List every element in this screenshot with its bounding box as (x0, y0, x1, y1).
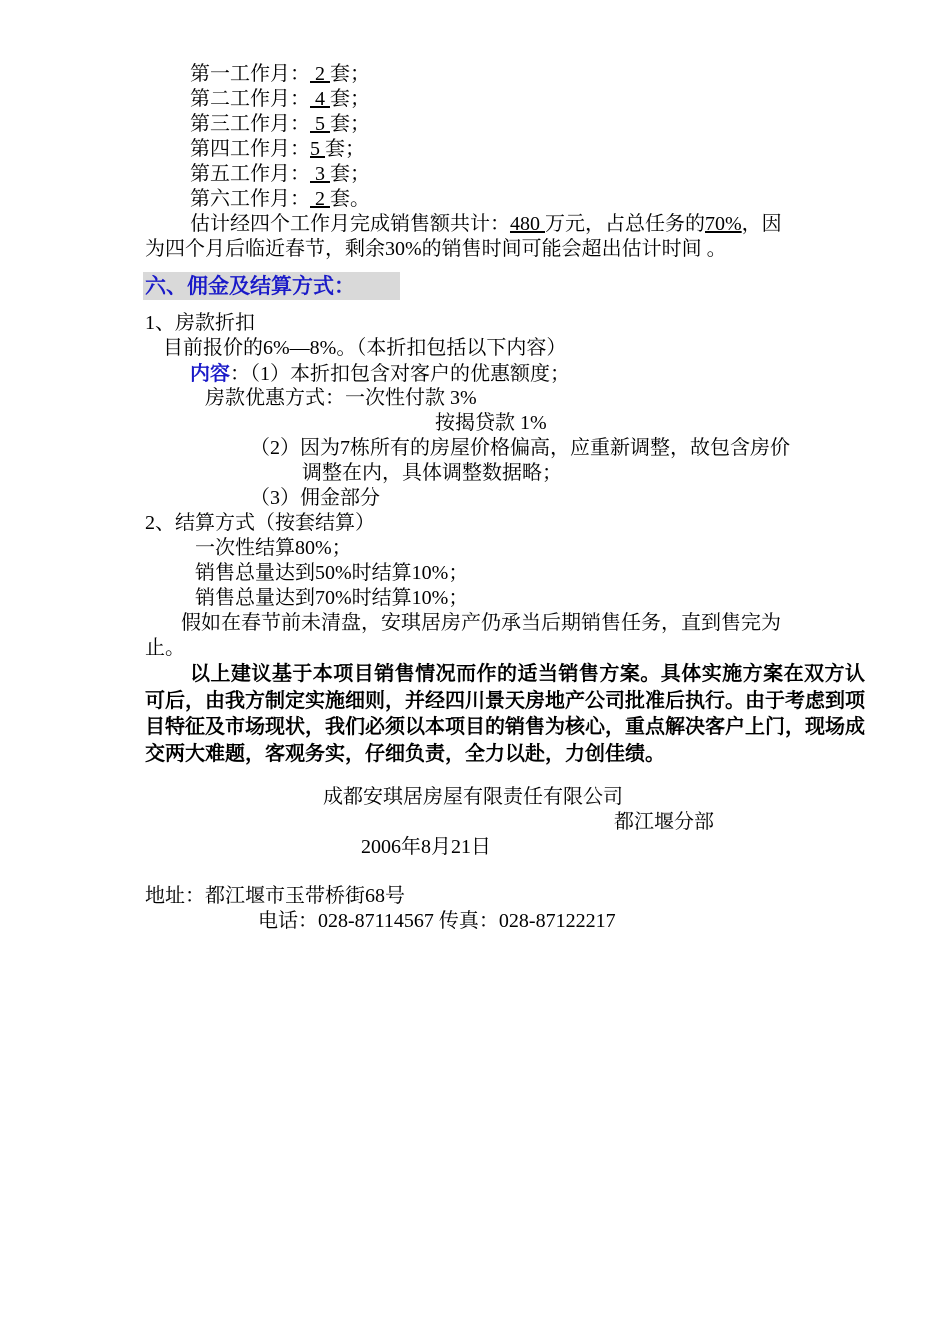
month-label: 第三工作月： (190, 113, 310, 135)
month-line-4 (190, 137, 365, 162)
settlement-item-3: 销售总量达到70%时结算10%； (195, 587, 469, 609)
discount-item-3: （3）佣金部分 (250, 487, 380, 509)
discount-content-line (190, 361, 570, 387)
contact-phone: 电话：028-87114567 传真：028-87122217 (258, 910, 616, 932)
discount-item-2-line-2: 调整在内，具体调整数据略； (302, 462, 562, 484)
month-line-2 (190, 87, 370, 112)
month-label: 第二工作月： (190, 88, 310, 110)
month-label: 第四工作月： (190, 138, 310, 160)
signature-date: 2006年8月21日 (361, 836, 491, 858)
month-line-3 (190, 112, 370, 137)
month-unit: 套； (330, 63, 370, 85)
month-unit: 套； (330, 163, 370, 185)
estimate-line-2: 为四个月后临近春节，剩余30%的销售时间可能会超出估计时间 。 (145, 238, 727, 260)
month-value: 2 (310, 188, 330, 210)
settlement-note-line-2: 止。 (145, 637, 185, 659)
month-label: 第五工作月： (190, 163, 310, 185)
month-unit: 套； (330, 88, 370, 110)
month-label: 第一工作月： (190, 63, 310, 85)
month-line-6 (190, 187, 370, 212)
discount-title: 1、房款折扣 (145, 312, 255, 334)
month-label: 第六工作月： (190, 188, 310, 210)
discount-mortgage: 按揭贷款 1% (435, 412, 547, 434)
month-unit: 套。 (330, 188, 370, 210)
month-value: 3 (310, 163, 330, 185)
month-unit: 套； (330, 113, 370, 135)
month-value: 4 (310, 88, 330, 110)
discount-item-2-line-1: （2）因为7栋所有的房屋价格偏高，应重新调整，故包含房价 (250, 437, 790, 459)
content-label: 内容 (190, 361, 230, 385)
month-unit: 套； (325, 138, 365, 160)
estimate-amount: 480 (510, 213, 545, 235)
signature-branch: 都江堰分部 (614, 811, 714, 833)
discount-method: 房款优惠方式：一次性付款 3% (205, 387, 477, 409)
estimate-text: 万元，占总任务的 (545, 213, 705, 235)
month-value: 5 (310, 113, 330, 135)
estimate-line-1 (190, 212, 782, 237)
estimate-text: 估计经四个工作月完成销售额共计： (190, 213, 510, 235)
month-value: 2 (310, 63, 330, 85)
settlement-title: 2、结算方式（按套结算） (145, 512, 375, 534)
settlement-item-2: 销售总量达到50%时结算10%； (195, 562, 469, 584)
settlement-note-line-1: 假如在春节前未清盘，安琪居房产仍承当后期销售任务，直到售完为 (181, 612, 781, 634)
content-item-1: ：（1）本折扣包含对客户的优惠额度； (230, 363, 570, 385)
conclusion-paragraph: 以上建议基于本项目销售情况而作的适当销售方案。具体实施方案在双方认可后，由我方制定实施细则，并经四川景天房地产公司批准后执行。由于考虑到项目特征及市场现状，我们必须以本项目的销售为核心，重点解决客户上门，现场成交两大难题，客观务实，仔细负责，全力以赴，力创佳绩。 (145, 661, 865, 765)
estimate-percent: 70% (705, 213, 742, 235)
settlement-item-1: 一次性结算80%； (195, 537, 352, 559)
signature-company: 成都安琪居房屋有限责任有限公司 (323, 786, 623, 808)
month-line-1 (190, 62, 370, 87)
month-value: 5 (310, 138, 325, 160)
discount-current: 目前报价的6%—8%。（本折扣包括以下内容） (163, 337, 567, 359)
month-line-5 (190, 162, 370, 187)
contact-address: 地址：都江堰市玉带桥街68号 (145, 885, 405, 907)
section-heading: 六、佣金及结算方式： (143, 272, 400, 300)
estimate-text: ，因 (741, 213, 782, 235)
